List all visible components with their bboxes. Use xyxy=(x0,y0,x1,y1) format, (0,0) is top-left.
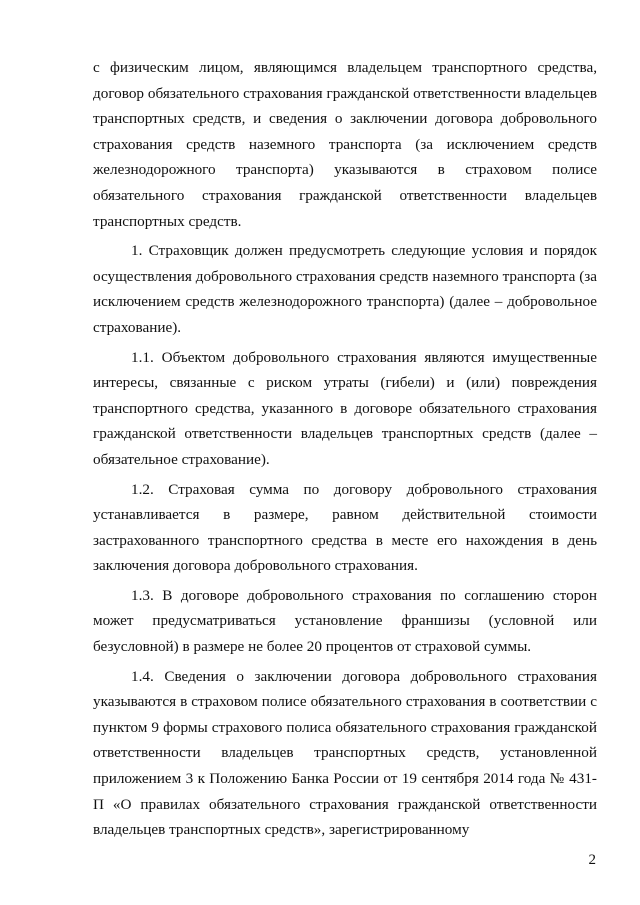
paragraph-item-1-3: 1.3. В договоре добровольного страхования по соглашению сторон может предусматриваться установление франшизы (условной или безусловной) в размере не более 20 процентов от страховой суммы. xyxy=(93,586,597,656)
paragraph-item-1: 1. Страховщик должен предусмотреть следующие условия и порядок осуществления добровольного страхования средств наземного транспорта (за исключением средств железнодорожного транспорта) (далее – добровольное страхование). xyxy=(93,242,597,336)
paragraph-continuation: с физическим лицом, являющимся владельцем транспортного средства, договор обязательного страхования гражданской ответственности владельцев транспортных средств, и сведения о заключении договора добровольного страхования средств наземного транспорта (за исключением средств железнодорожного транспорта) указываются в страховом полисе обязательного страхования гражданской ответственности владельцев транспортных средств. xyxy=(93,59,597,230)
paragraph-item-1-4: 1.4. Сведения о заключении договора добровольного страхования указываются в страховом полисе обязательного страхования в соответствии с пунктом 9 формы страхового полиса обязательного страхования гражданской ответственности владельцев транспортных средств, установленной приложением 3 к Положению Банка России от 19 сентября 2014 года № 431-П «О правилах обязательного страхования гражданской ответственности владельцев транспортных средств», зарегистрированному xyxy=(93,667,597,839)
document-body xyxy=(93,55,597,843)
paragraph-item-1-2: 1.2. Страховая сумма по договору добровольного страхования устанавливается в размере, равном действительной стоимости застрахованного транспортного средства в месте его нахождения в день заключения договора добровольного страхования. xyxy=(93,480,597,575)
page-number: 2 xyxy=(588,852,596,868)
paragraph-item-1-1: 1.1. Объектом добровольного страхования являются имущественные интересы, связанные с риском утраты (гибели) и (или) повреждения транспортного средства, указанного в договоре обязательного страхования гражданской ответственности владельцев транспортных средств (далее – обязательное страхование). xyxy=(93,348,597,468)
